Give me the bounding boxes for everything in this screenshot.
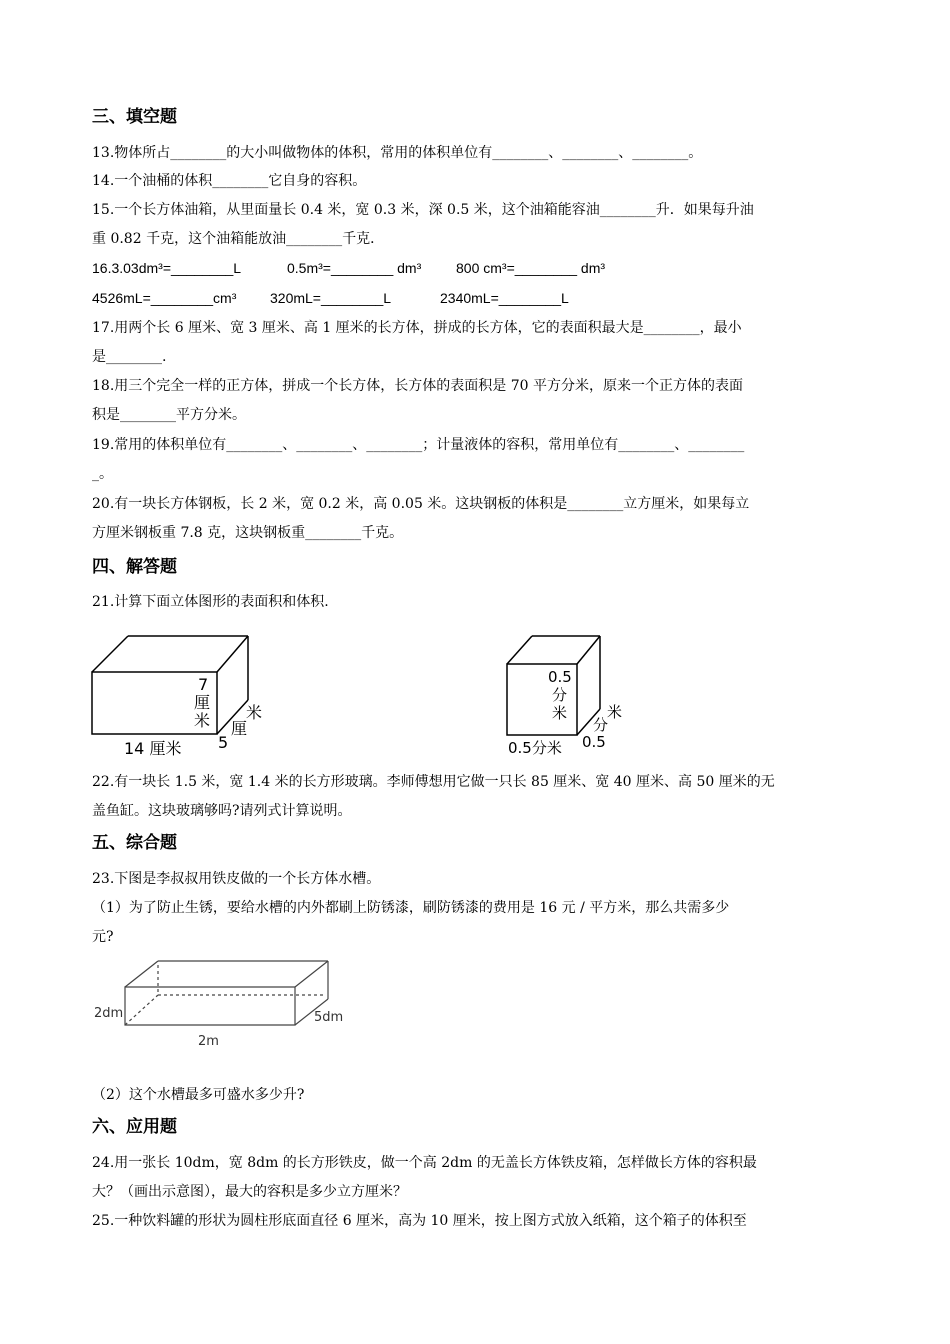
tank-height-label: 2dm: [94, 1006, 124, 1021]
question-16-item6: 2340mL=________L: [440, 290, 569, 306]
section-heading-fill: 三、填空题: [92, 107, 177, 127]
tank-front-face: [125, 987, 295, 1025]
cube-width-unit1: 分: [593, 716, 609, 734]
question-22-line2: 盖鱼缸。这块玻璃够吗?请列式计算说明。: [92, 803, 352, 819]
question-24-line2: 大？（画出示意图），最大的容积是多少立方厘米？: [92, 1184, 407, 1200]
cube-edge-label: 0.5分米: [508, 739, 562, 757]
question-20-line1: 20.有一块长方体钢板，长 2 米，宽 0.2 米，高 0.05 米。这块钢板的体积是________立方厘米，如果每立: [92, 496, 750, 512]
section-heading-application: 六、应用题: [92, 1117, 177, 1137]
cube-height-num: 0.5: [548, 668, 572, 686]
cube-figure: [500, 632, 640, 757]
question-18-line1: 18.用三个完全一样的正方体，拼成一个长方体，长方体的表面积是 70 平方分米，原来一个正方体的表面: [92, 378, 743, 394]
tank-figure: [90, 955, 355, 1050]
cuboid-height-bot: 米: [194, 711, 211, 730]
question-16-item2: 0.5m³=________ dm³: [287, 260, 422, 276]
cuboid-width-num: 5: [218, 733, 229, 752]
question-16-item3: 800 cm³=________ dm³: [456, 260, 606, 276]
cuboid-length-label: 14 厘米: [124, 739, 182, 757]
tank-width-label: 5dm: [314, 1010, 344, 1025]
question-14: 14.一个油桶的体积________它自身的容积。: [92, 173, 367, 189]
question-20-line2: 方厘米钢板重 7.8 克，这块钢板重________千克。: [92, 525, 404, 541]
question-16-item5: 320mL=________L: [270, 290, 392, 306]
question-22-line1: 22.有一块长 1.5 米，宽 1.4 米的长方形玻璃。李师傅想用它做一只长 85 厘米、宽 40 厘米、高 50 厘米的无: [92, 774, 775, 790]
tank-length-label: 2m: [198, 1034, 219, 1049]
cuboid-width-unit2: 米: [246, 703, 263, 722]
question-18-line2: 积是________平方分米。: [92, 407, 246, 423]
question-16-item1: 16.3.03dm³=________L: [92, 260, 242, 276]
question-15-line2: 重 0.82 千克，这个油箱能放油________千克．: [92, 231, 385, 247]
cube-width-unit2: 米: [607, 703, 623, 721]
question-19-line1: 19.常用的体积单位有________、________、________；计量液体的容积，常用单位有________、________: [92, 437, 745, 453]
question-13: 13.物体所占________的大小叫做物体的体积，常用的体积单位有________、________、________。: [92, 145, 703, 161]
question-21: 21.计算下面立体图形的表面积和体积.: [92, 594, 329, 610]
question-16-item4: 4526mL=________cm³: [92, 290, 237, 306]
section-heading-answer: 四、解答题: [92, 557, 177, 577]
cuboid-height-top: 7: [198, 675, 209, 694]
question-19-line2: _。: [92, 466, 113, 482]
question-23-part1-line2: 元?: [92, 929, 114, 945]
cube-width-num: 0.5: [582, 733, 606, 751]
question-15-line1: 15.一个长方体油箱，从里面量长 0.4 米，宽 0.3 米，深 0.5 米，这个油箱能容油________升．如果每升油: [92, 202, 754, 218]
question-25: 25.一种饮料罐的形状为圆柱形底面直径 6 厘米，高为 10 厘米，按上图方式放入纸箱，这个箱子的体积至: [92, 1213, 747, 1229]
cube-height-unit2: 米: [552, 704, 568, 722]
cube-height-unit1: 分: [552, 686, 568, 704]
question-23-part1-line1: （1）为了防止生锈，要给水槽的内外都刷上防锈漆，刷防锈漆的费用是 16 元 / 平方米，那么共需多少: [92, 900, 730, 916]
question-23-part2: （2）这个水槽最多可盛水多少升?: [92, 1087, 305, 1103]
question-17-line2: 是________.: [92, 349, 167, 365]
cuboid-width-unit1: 厘: [231, 719, 248, 738]
cuboid-figure: [88, 632, 273, 757]
question-23: 23.下图是李叔叔用铁皮做的一个长方体水槽。: [92, 871, 381, 887]
section-heading-comprehensive: 五、综合题: [92, 833, 177, 853]
cuboid-height-mid: 厘: [194, 693, 211, 712]
question-17-line1: 17.用两个长 6 厘米、宽 3 厘米、高 1 厘米的长方体，拼成的长方体，它的表面积最大是________，最小: [92, 320, 742, 336]
question-24-line1: 24.用一张长 10dm，宽 8dm 的长方形铁皮，做一个高 2dm 的无盖长方体铁皮箱，怎样做长方体的容积最: [92, 1155, 757, 1171]
